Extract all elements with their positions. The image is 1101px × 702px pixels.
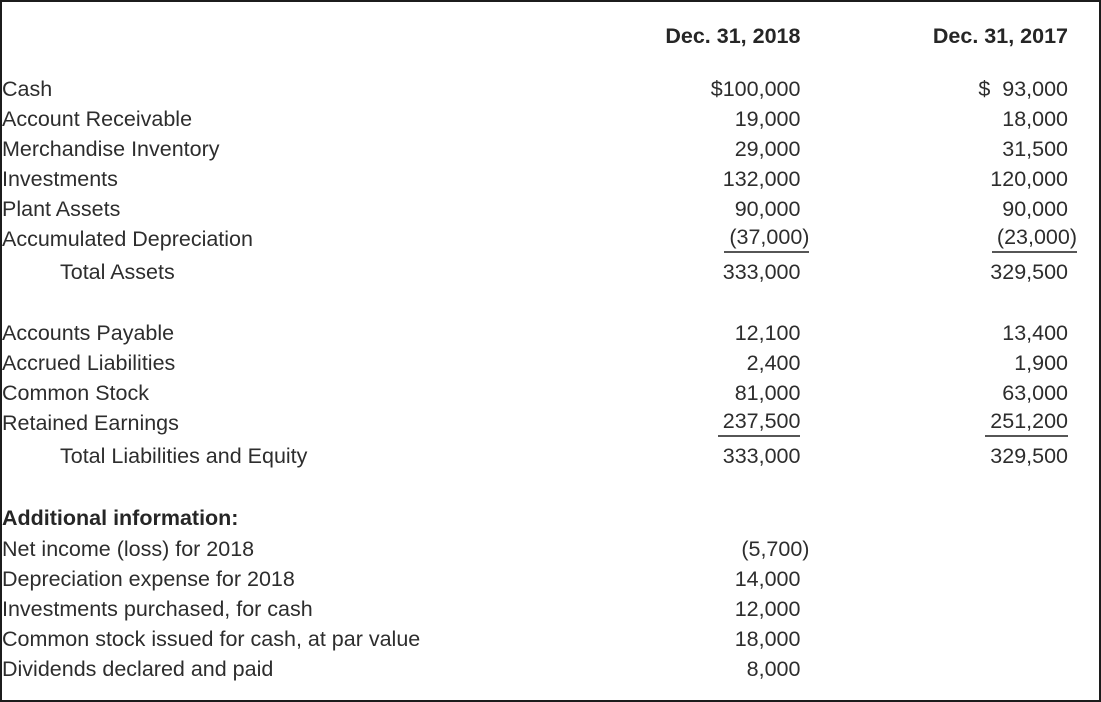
row-label: Net income (loss) for 2018 xyxy=(2,536,255,561)
row-common-stock xyxy=(2,378,1099,408)
row-label: Investments purchased, for cash xyxy=(2,596,313,621)
total-value-2017: 329,500 xyxy=(990,259,1068,284)
value-2018: 90,000 xyxy=(734,196,801,221)
value: 12,000 xyxy=(734,596,801,621)
row-label: Accounts Payable xyxy=(2,320,175,345)
empty-cell xyxy=(808,594,1099,624)
row-label: Dividends declared and paid xyxy=(2,656,274,681)
total-label: Total Liabilities and Equity xyxy=(60,443,308,468)
row-account-receivable xyxy=(2,104,1099,134)
value-2017-underlined: (23,000) xyxy=(808,224,1099,254)
value-2017: 120,000 xyxy=(990,166,1068,191)
value-2018: 29,000 xyxy=(734,136,801,161)
empty-cell xyxy=(808,564,1099,594)
total-value-2018: 333,000 xyxy=(722,259,801,284)
empty-cell xyxy=(808,534,1099,564)
value-2017: 18,000 xyxy=(1002,106,1068,131)
value-2018-underlined: 237,500 xyxy=(638,408,808,438)
value-2018: 81,000 xyxy=(734,380,801,405)
value-2017: $ 93,000 xyxy=(978,76,1068,101)
row-label: Depreciation expense for 2018 xyxy=(2,566,295,591)
header-row xyxy=(2,14,1099,58)
section-heading: Additional information: xyxy=(2,505,239,530)
row-accrued-liabilities xyxy=(2,348,1099,378)
row-label: Plant Assets xyxy=(2,196,121,221)
row-label: Accrued Liabilities xyxy=(2,350,176,375)
balance-sheet-table xyxy=(2,14,1099,684)
row-net-income-loss xyxy=(2,534,1099,564)
row-retained-earnings xyxy=(2,408,1099,438)
header-spacer xyxy=(2,14,638,58)
value-2018-underlined: (37,000) xyxy=(638,224,808,254)
row-accumulated-depreciation xyxy=(2,224,1099,254)
value-2018: 12,100 xyxy=(734,320,801,345)
column-header-2018: Dec. 31, 2018 xyxy=(665,23,801,48)
row-common-stock-issued xyxy=(2,624,1099,654)
value: (5,700) xyxy=(741,536,810,561)
spacer-row xyxy=(2,290,1099,318)
empty-cell xyxy=(808,624,1099,654)
value-2018: 132,000 xyxy=(722,166,801,191)
row-total-assets xyxy=(2,254,1099,290)
value: 8,000 xyxy=(746,656,801,681)
value-2017: 1,900 xyxy=(1014,350,1068,375)
value: 18,000 xyxy=(734,626,801,651)
row-label: Cash xyxy=(2,76,53,101)
row-label: Common stock issued for cash, at par value xyxy=(2,626,421,651)
row-label: Account Receivable xyxy=(2,106,193,131)
value-2017: 63,000 xyxy=(1002,380,1068,405)
spacer-row xyxy=(2,58,1099,74)
column-header-2017: Dec. 31, 2017 xyxy=(932,23,1068,48)
row-investments-purchased xyxy=(2,594,1099,624)
row-label: Common Stock xyxy=(2,380,149,405)
row-accounts-payable xyxy=(2,318,1099,348)
total-label: Total Assets xyxy=(60,259,175,284)
value: 14,000 xyxy=(734,566,801,591)
row-plant-assets xyxy=(2,194,1099,224)
value-2018: 19,000 xyxy=(734,106,801,131)
empty-cell xyxy=(808,654,1099,684)
row-merchandise-inventory xyxy=(2,134,1099,164)
value-2017-underlined: 251,200 xyxy=(808,408,1099,438)
row-label: Merchandise Inventory xyxy=(2,136,220,161)
value-2017: 13,400 xyxy=(1002,320,1068,345)
row-cash xyxy=(2,74,1099,104)
row-additional-information-heading xyxy=(2,502,1099,534)
row-label: Retained Earnings xyxy=(2,410,179,435)
spacer-row xyxy=(2,474,1099,502)
row-label: Accumulated Depreciation xyxy=(2,226,253,251)
total-value-2018: 333,000 xyxy=(722,443,801,468)
value-2017: 31,500 xyxy=(1002,136,1068,161)
total-value-2017: 329,500 xyxy=(990,443,1068,468)
row-depreciation-expense xyxy=(2,564,1099,594)
row-label: Investments xyxy=(2,166,118,191)
row-dividends-declared xyxy=(2,654,1099,684)
value-2017: 90,000 xyxy=(1002,196,1068,221)
value-2018: $100,000 xyxy=(710,76,801,101)
value-2018: 2,400 xyxy=(746,350,801,375)
row-investments xyxy=(2,164,1099,194)
row-total-liabilities-and-equity xyxy=(2,438,1099,474)
